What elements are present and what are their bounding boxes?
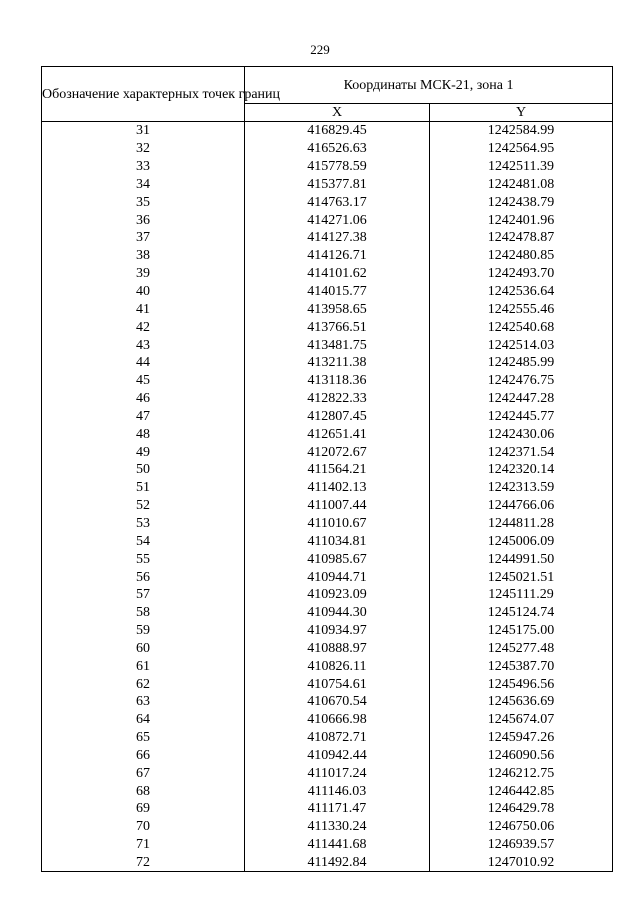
point-cell: 53 <box>42 515 245 533</box>
table-row <box>42 176 613 194</box>
x-cell: 415377.81 <box>245 176 430 194</box>
point-cell: 58 <box>42 604 245 622</box>
point-cell: 32 <box>42 140 245 158</box>
x-cell: 414271.06 <box>245 211 430 229</box>
table-row <box>42 300 613 318</box>
table-row <box>42 729 613 747</box>
y-cell: 1245021.51 <box>430 568 613 586</box>
table-row <box>42 622 613 640</box>
x-cell: 411564.21 <box>245 461 430 479</box>
y-cell: 1242445.77 <box>430 408 613 426</box>
point-cell: 44 <box>42 354 245 372</box>
x-cell: 416829.45 <box>245 122 430 140</box>
table-row <box>42 550 613 568</box>
point-cell: 69 <box>42 800 245 818</box>
y-cell: 1247010.92 <box>430 854 613 872</box>
point-cell: 46 <box>42 390 245 408</box>
y-cell: 1246090.56 <box>430 747 613 765</box>
y-cell: 1244991.50 <box>430 550 613 568</box>
x-cell: 413958.65 <box>245 300 430 318</box>
x-cell: 410872.71 <box>245 729 430 747</box>
table-row <box>42 532 613 550</box>
point-cell: 65 <box>42 729 245 747</box>
table-body <box>42 122 613 872</box>
x-cell: 411034.81 <box>245 532 430 550</box>
y-cell: 1242371.54 <box>430 443 613 461</box>
point-cell: 35 <box>42 193 245 211</box>
point-cell: 56 <box>42 568 245 586</box>
x-cell: 414127.38 <box>245 229 430 247</box>
x-cell: 410944.30 <box>245 604 430 622</box>
x-cell: 411492.84 <box>245 854 430 872</box>
point-cell: 54 <box>42 532 245 550</box>
table-row <box>42 675 613 693</box>
table-row <box>42 193 613 211</box>
table-row <box>42 479 613 497</box>
x-cell: 410923.09 <box>245 586 430 604</box>
x-cell: 411171.47 <box>245 800 430 818</box>
x-cell: 412822.33 <box>245 390 430 408</box>
table-row <box>42 568 613 586</box>
x-cell: 411007.44 <box>245 497 430 515</box>
x-cell: 411017.24 <box>245 764 430 782</box>
table-row <box>42 158 613 176</box>
point-cell: 48 <box>42 425 245 443</box>
y-cell: 1245124.74 <box>430 604 613 622</box>
x-cell: 413766.51 <box>245 318 430 336</box>
y-cell: 1242430.06 <box>430 425 613 443</box>
y-cell: 1242313.59 <box>430 479 613 497</box>
y-cell: 1242438.79 <box>430 193 613 211</box>
page-number: 229 <box>310 42 330 57</box>
point-cell: 63 <box>42 693 245 711</box>
table-row <box>42 657 613 675</box>
table-row <box>42 515 613 533</box>
point-cell: 31 <box>42 122 245 140</box>
point-cell: 52 <box>42 497 245 515</box>
y-cell: 1246750.06 <box>430 818 613 836</box>
table-row <box>42 693 613 711</box>
x-cell: 410985.67 <box>245 550 430 568</box>
table-row <box>42 800 613 818</box>
table-row <box>42 764 613 782</box>
table-row <box>42 639 613 657</box>
point-cell: 45 <box>42 372 245 390</box>
y-cell: 1246212.75 <box>430 764 613 782</box>
table-row <box>42 122 613 140</box>
point-cell: 42 <box>42 318 245 336</box>
x-cell: 411146.03 <box>245 782 430 800</box>
x-cell: 410666.98 <box>245 711 430 729</box>
point-cell: 70 <box>42 818 245 836</box>
table-row <box>42 390 613 408</box>
y-cell: 1245947.26 <box>430 729 613 747</box>
y-cell: 1242564.95 <box>430 140 613 158</box>
header-x: X <box>245 104 430 122</box>
table-row <box>42 354 613 372</box>
point-cell: 49 <box>42 443 245 461</box>
table-row <box>42 318 613 336</box>
x-cell: 411402.13 <box>245 479 430 497</box>
table-row <box>42 229 613 247</box>
point-cell: 34 <box>42 176 245 194</box>
y-cell: 1244811.28 <box>430 515 613 533</box>
point-cell: 40 <box>42 283 245 301</box>
point-cell: 36 <box>42 211 245 229</box>
point-cell: 67 <box>42 764 245 782</box>
table-row <box>42 604 613 622</box>
y-cell: 1245674.07 <box>430 711 613 729</box>
point-cell: 47 <box>42 408 245 426</box>
point-cell: 41 <box>42 300 245 318</box>
table-row <box>42 140 613 158</box>
table-row <box>42 782 613 800</box>
y-cell: 1246939.57 <box>430 836 613 854</box>
table-row <box>42 425 613 443</box>
y-cell: 1245387.70 <box>430 657 613 675</box>
y-cell: 1242555.46 <box>430 300 613 318</box>
y-cell: 1242485.99 <box>430 354 613 372</box>
table-row <box>42 283 613 301</box>
x-cell: 411330.24 <box>245 818 430 836</box>
table-row <box>42 372 613 390</box>
x-cell: 414763.17 <box>245 193 430 211</box>
x-cell: 413481.75 <box>245 336 430 354</box>
y-cell: 1242511.39 <box>430 158 613 176</box>
x-cell: 410754.61 <box>245 675 430 693</box>
point-cell: 60 <box>42 639 245 657</box>
point-cell: 71 <box>42 836 245 854</box>
point-cell: 51 <box>42 479 245 497</box>
table-row <box>42 836 613 854</box>
x-cell: 412807.45 <box>245 408 430 426</box>
y-cell: 1242493.70 <box>430 265 613 283</box>
y-cell: 1242514.03 <box>430 336 613 354</box>
table-row <box>42 818 613 836</box>
table-row <box>42 247 613 265</box>
y-cell: 1242584.99 <box>430 122 613 140</box>
x-cell: 415778.59 <box>245 158 430 176</box>
coordinates-table <box>41 66 613 872</box>
point-cell: 39 <box>42 265 245 283</box>
x-cell: 410934.97 <box>245 622 430 640</box>
header-y: Y <box>430 104 613 122</box>
x-cell: 412651.41 <box>245 425 430 443</box>
y-cell: 1245636.69 <box>430 693 613 711</box>
point-cell: 62 <box>42 675 245 693</box>
x-cell: 410942.44 <box>245 747 430 765</box>
x-cell: 412072.67 <box>245 443 430 461</box>
point-cell: 72 <box>42 854 245 872</box>
header-point-designation: Обозначение характерных точек границ <box>42 67 245 122</box>
x-cell: 410670.54 <box>245 693 430 711</box>
y-cell: 1246429.78 <box>430 800 613 818</box>
y-cell: 1244766.06 <box>430 497 613 515</box>
point-cell: 61 <box>42 657 245 675</box>
table-row <box>42 747 613 765</box>
table-row <box>42 443 613 461</box>
point-cell: 38 <box>42 247 245 265</box>
y-cell: 1245006.09 <box>430 532 613 550</box>
y-cell: 1242447.28 <box>430 390 613 408</box>
x-cell: 413118.36 <box>245 372 430 390</box>
point-cell: 33 <box>42 158 245 176</box>
table-row <box>42 497 613 515</box>
y-cell: 1245496.56 <box>430 675 613 693</box>
y-cell: 1245175.00 <box>430 622 613 640</box>
x-cell: 411010.67 <box>245 515 430 533</box>
y-cell: 1242540.68 <box>430 318 613 336</box>
point-cell: 37 <box>42 229 245 247</box>
x-cell: 411441.68 <box>245 836 430 854</box>
table-row <box>42 461 613 479</box>
x-cell: 414015.77 <box>245 283 430 301</box>
y-cell: 1242480.85 <box>430 247 613 265</box>
table-row <box>42 586 613 604</box>
point-cell: 43 <box>42 336 245 354</box>
y-cell: 1242476.75 <box>430 372 613 390</box>
table-row <box>42 854 613 872</box>
table-row <box>42 211 613 229</box>
table-row <box>42 408 613 426</box>
header-coordinates: Координаты МСК-21, зона 1 <box>245 67 613 104</box>
table-row <box>42 336 613 354</box>
x-cell: 414101.62 <box>245 265 430 283</box>
point-cell: 50 <box>42 461 245 479</box>
point-cell: 68 <box>42 782 245 800</box>
x-cell: 410944.71 <box>245 568 430 586</box>
point-cell: 59 <box>42 622 245 640</box>
y-cell: 1242320.14 <box>430 461 613 479</box>
x-cell: 410888.97 <box>245 639 430 657</box>
x-cell: 410826.11 <box>245 657 430 675</box>
point-cell: 55 <box>42 550 245 568</box>
y-cell: 1242481.08 <box>430 176 613 194</box>
table-row <box>42 265 613 283</box>
y-cell: 1245277.48 <box>430 639 613 657</box>
x-cell: 413211.38 <box>245 354 430 372</box>
point-cell: 64 <box>42 711 245 729</box>
y-cell: 1246442.85 <box>430 782 613 800</box>
point-cell: 66 <box>42 747 245 765</box>
y-cell: 1242478.87 <box>430 229 613 247</box>
table-row <box>42 711 613 729</box>
x-cell: 416526.63 <box>245 140 430 158</box>
y-cell: 1242401.96 <box>430 211 613 229</box>
point-cell: 57 <box>42 586 245 604</box>
y-cell: 1245111.29 <box>430 586 613 604</box>
y-cell: 1242536.64 <box>430 283 613 301</box>
x-cell: 414126.71 <box>245 247 430 265</box>
